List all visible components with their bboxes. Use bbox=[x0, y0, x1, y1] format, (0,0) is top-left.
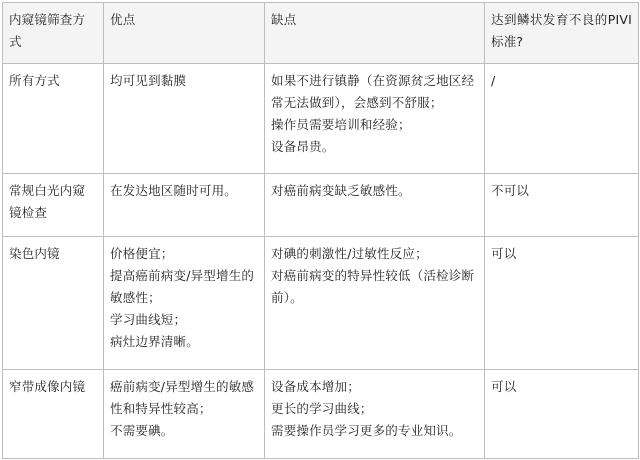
cell-pivi: 可以 bbox=[485, 370, 639, 459]
cell-method: 窄带成像内镜 bbox=[3, 370, 104, 459]
cell-method: 染色内镜 bbox=[3, 237, 104, 370]
cell-pivi: 不可以 bbox=[485, 174, 639, 237]
cell-disadvantages: 对碘的刺激性/过敏性反应； 对癌前病变的特异性较低（活检诊断前）。 bbox=[265, 237, 485, 370]
cell-pivi: 可以 bbox=[485, 237, 639, 370]
cell-advantages: 在发达地区随时可用。 bbox=[104, 174, 265, 237]
cell-method: 所有方式 bbox=[3, 64, 104, 174]
table-row bbox=[3, 237, 639, 370]
cell-disadvantages: 对癌前病变缺乏敏感性。 bbox=[265, 174, 485, 237]
cell-method: 常规白光内窥镜检查 bbox=[3, 174, 104, 237]
table-header-row bbox=[3, 3, 639, 64]
cell-disadvantages: 如果不进行镇静（在资源贫乏地区经常无法做到），会感到不舒服； 操作员需要培训和经验； 设备昂贵。 bbox=[265, 64, 485, 174]
header-disadvantages: 缺点 bbox=[265, 3, 485, 64]
cell-advantages: 癌前病变/异型增生的敏感性和特异性较高； 不需要碘。 bbox=[104, 370, 265, 459]
header-method: 内窥镜筛查方式 bbox=[3, 3, 104, 64]
cell-pivi: / bbox=[485, 64, 639, 174]
screening-comparison-table bbox=[2, 2, 639, 459]
cell-advantages: 价格便宜； 提高癌前病变/异型增生的敏感性； 学习曲线短； 病灶边界清晰。 bbox=[104, 237, 265, 370]
header-pivi: 达到鳞状发育不良的PIVI标准? bbox=[485, 3, 639, 64]
table-row bbox=[3, 174, 639, 237]
header-advantages: 优点 bbox=[104, 3, 265, 64]
cell-advantages: 均可见到黏膜 bbox=[104, 64, 265, 174]
table-row bbox=[3, 64, 639, 174]
cell-disadvantages: 设备成本增加； 更长的学习曲线； 需要操作员学习更多的专业知识。 bbox=[265, 370, 485, 459]
table-row bbox=[3, 370, 639, 459]
